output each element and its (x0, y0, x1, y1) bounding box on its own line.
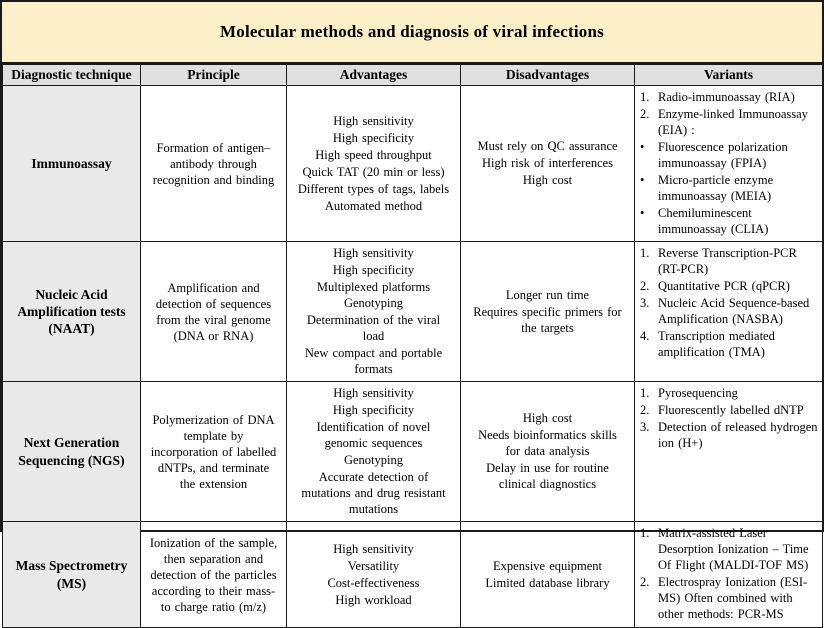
column-header-disadvantages: Disadvantages (461, 65, 635, 86)
variant-item (640, 89, 818, 105)
advantage-line: High specificity (332, 403, 415, 417)
column-header-principle: Principle (141, 65, 287, 86)
variant-item (640, 172, 818, 204)
variant-marker: • (640, 140, 645, 154)
advantage-line: Quick TAT (20 min or less) (302, 164, 445, 179)
variant-text: Matrix-assisted Laser Desorption Ionization – Time Of Flight (MALDI-TOF MS) (658, 526, 809, 572)
advantage-line: High sensitivity (333, 113, 414, 128)
variant-text: Nucleic Acid Sequence-based Amplification (NASBA) (658, 296, 810, 326)
diagnostics-table (2, 64, 823, 628)
disadvantage-line: Delay in use for routine clinical diagnostics (486, 461, 609, 491)
variant-marker: 2. (640, 279, 650, 293)
advantage-line: High sensitivity (333, 246, 414, 260)
disadvantage-line: High cost (522, 173, 573, 187)
principle-cell: Amplification and detection of sequences from the viral genome (DNA or RNA) (141, 242, 287, 382)
table-row-ngs (3, 382, 823, 522)
column-header-diagnostic-technique: Diagnostic technique (3, 65, 141, 86)
disadvantage-line: Needs bioinformatics skills for data analysis (478, 428, 617, 458)
variant-text: Fluorescently labelled dNTP (658, 403, 804, 417)
variant-text: Chemiluminescent immunoassay (CLIA) (658, 206, 769, 236)
variants-cell (635, 242, 823, 382)
variant-text: Enzyme-linked Immunoassay (EIA) : (658, 107, 808, 137)
variants-cell (635, 86, 823, 242)
variant-marker: 2. (640, 403, 650, 417)
variant-item (640, 402, 818, 418)
principle-cell: Ionization of the sample, then separation and detection of the particles according to their mass-to charge ratio (m/z) (141, 522, 287, 628)
technique-cell: Immunoassay (3, 86, 141, 242)
variant-marker: 2. (640, 107, 650, 121)
advantage-line: High specificity (332, 263, 415, 277)
advantage-line: Determination of the viral load (306, 313, 441, 343)
variant-item (640, 419, 818, 451)
principle-cell: Polymerization of DNA template by incorporation of labelled dNTPs, and terminate the extension (141, 382, 287, 522)
technique-cell: Nucleic Acid Amplification tests (NAAT) (3, 242, 141, 382)
variant-text: Electrospray Ionization (ESI-MS) Often combined with other methods: PCR-MS (658, 575, 808, 621)
disadvantage-line: High cost (522, 411, 573, 425)
technique-cell: Next Generation Sequencing (NGS) (3, 382, 141, 522)
table-row-immunoassay (3, 86, 823, 242)
variant-item (640, 295, 818, 327)
variant-item (640, 139, 818, 171)
variant-text: Transcription mediated amplification (TMA) (658, 329, 775, 359)
advantage-line: High speed throughput (315, 147, 432, 162)
advantages-cell (287, 382, 461, 522)
variant-text: Radio-immunoassay (RIA) (658, 90, 795, 104)
variant-item (640, 106, 818, 138)
table-row-naat (3, 242, 823, 382)
advantages-cell (287, 86, 461, 242)
variant-marker: 1. (640, 526, 650, 540)
variant-text: Quantitative PCR (qPCR) (658, 279, 790, 293)
variant-item (640, 245, 818, 277)
principle-cell: Formation of antigen–antibody through recognition and binding (141, 86, 287, 242)
variant-text: Micro-particle enzyme immunoassay (MEIA) (658, 173, 774, 203)
variant-text: Fluorescence polarization immunoassay (FPIA) (658, 140, 788, 170)
column-header-advantages: Advantages (287, 65, 461, 86)
technique-cell: Mass Spectrometry (MS) (3, 522, 141, 628)
advantage-line: Different types of tags, labels (297, 181, 450, 196)
table-title: Molecular methods and diagnosis of viral infections (220, 22, 604, 41)
variant-marker: 1. (640, 90, 650, 104)
variant-marker: 1. (640, 246, 650, 260)
variant-marker: 3. (640, 420, 650, 434)
advantage-line: High specificity (332, 130, 415, 145)
variants-cell (635, 522, 823, 628)
disadvantages-cell (461, 382, 635, 522)
advantage-line: Identification of novel genomic sequences (316, 420, 431, 450)
column-header-variants: Variants (635, 65, 823, 86)
variants-cell (635, 382, 823, 522)
advantage-line: Accurate detection of mutations and drug resistant mutations (301, 470, 446, 516)
advantage-line: Cost-effectiveness (327, 575, 420, 590)
title-band (2, 2, 822, 64)
header-row (3, 65, 823, 86)
variant-marker: • (640, 173, 645, 187)
variant-text: Pyrosequencing (658, 386, 738, 400)
variant-text: Detection of released hydrogen ion (H+) (658, 420, 818, 450)
advantage-line: New compact and portable formats (304, 346, 443, 376)
variant-marker: 1. (640, 386, 650, 400)
disadvantage-line: Must rely on QC assurance (477, 139, 618, 153)
variant-marker: 4. (640, 329, 650, 343)
table-row-mass-spectrometry (3, 522, 823, 628)
variant-marker: • (640, 206, 645, 220)
advantage-line: Genotyping (343, 453, 404, 467)
advantage-line: Automated method (324, 198, 423, 213)
disadvantages-cell (461, 522, 635, 628)
disadvantage-line: Expensive equipment (493, 558, 602, 573)
variant-item (640, 525, 818, 573)
variant-item (640, 574, 818, 622)
variant-item (640, 328, 818, 360)
disadvantage-line: Longer run time (505, 287, 590, 302)
variant-item (640, 385, 818, 401)
variant-item (640, 278, 818, 294)
advantages-cell (287, 522, 461, 628)
variant-marker: 3. (640, 296, 650, 310)
disadvantage-line: High risk of interferences (481, 156, 614, 170)
advantage-line: Multiplexed platforms Genotyping (316, 280, 431, 310)
advantages-cell (287, 242, 461, 382)
variant-item (640, 205, 818, 237)
variant-text: Reverse Transcription-PCR (RT-PCR) (658, 246, 797, 276)
variant-marker: 2. (640, 575, 650, 589)
disadvantage-line: Limited database library (485, 575, 610, 590)
advantage-line: High sensitivity (333, 386, 414, 400)
disadvantage-line: Requires specific primers for the targets (473, 304, 622, 335)
advantage-line: High sensitivity (333, 541, 414, 556)
disadvantages-cell (461, 86, 635, 242)
advantage-line: High workload (335, 592, 412, 607)
advantage-line: Versatility (347, 558, 400, 573)
disadvantages-cell (461, 242, 635, 382)
